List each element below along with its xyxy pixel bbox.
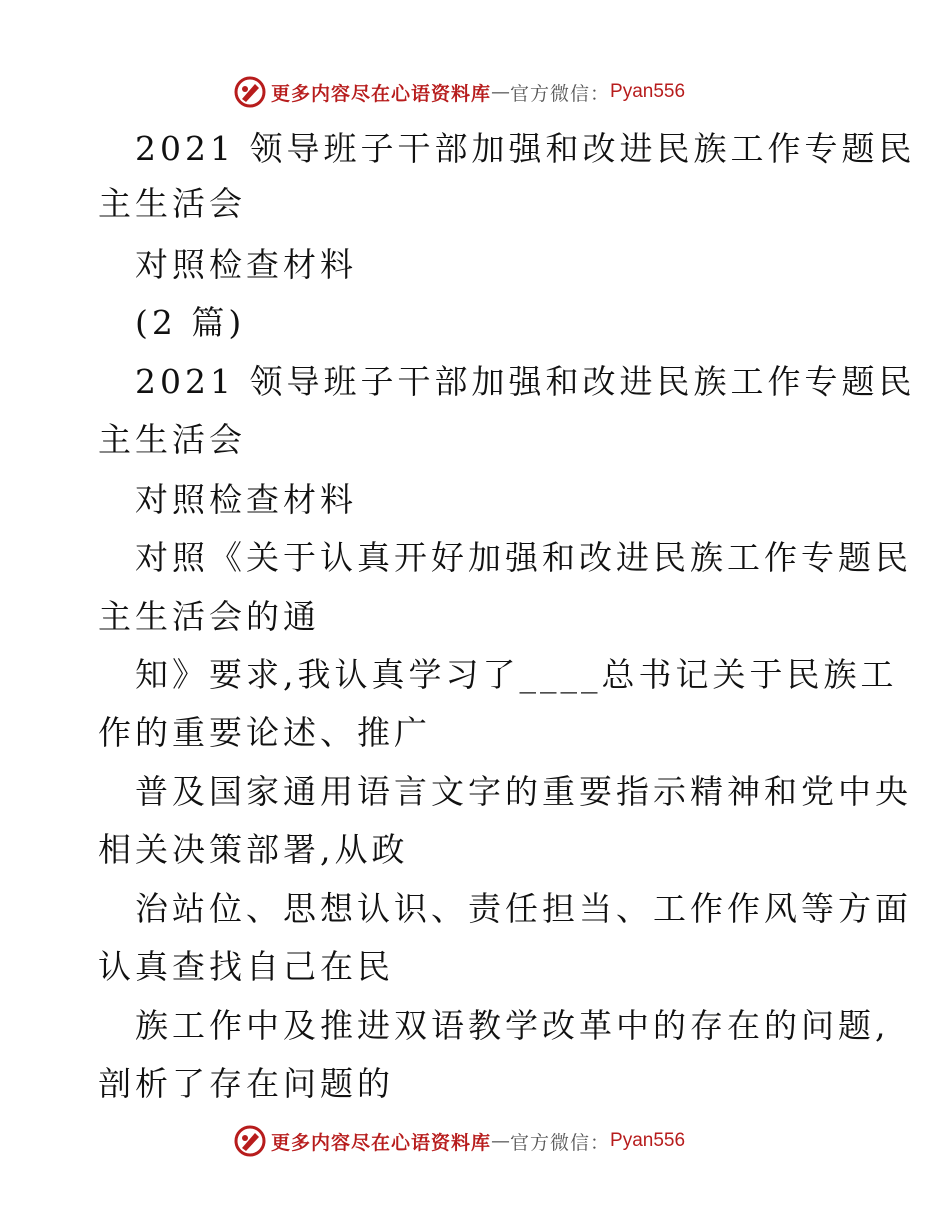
pen-logo-icon [233,75,267,109]
text-line: 对照检查材料 [135,245,357,284]
text-line: 主生活会 [98,184,246,223]
text-line: 普及国家通用语言文字的重要指示精神和党中央 [135,772,912,811]
text-line: 作的重要论述、推广 [98,713,431,752]
header-watermark [0,72,950,112]
footer-watermark [0,1121,950,1161]
text-line: 族工作中及推进双语教学改革中的存在的问题, [135,1006,890,1045]
pen-logo-icon [233,1124,267,1158]
text-line: 主生活会 [98,420,246,459]
watermark-wechat-id: Pyan556 [610,81,686,102]
text-line: 相关决策部署,从政 [98,830,409,869]
text-line: 对照《关于认真开好加强和改进民族工作专题民 [135,538,912,577]
watermark-dash: — [491,81,511,103]
watermark-dash: — [491,1130,511,1152]
watermark-wechat-label: 官方微信： [510,1131,611,1154]
text-line: 2021 领导班子干部加强和改进民族工作专题民 [135,129,916,168]
watermark-text: 更多内容尽在心语资料库 [271,82,492,105]
text-line: 对照检查材料 [135,480,357,519]
watermark-wechat-id: Pyan556 [610,1130,686,1151]
text-line: 治站位、思想认识、责任担当、工作作风等方面 [135,889,912,928]
text-line: 知》要求,我认真学习了____总书记关于民族工 [135,655,898,694]
text-line: 认真查找自己在民 [98,947,394,986]
text-line: 剖析了存在问题的 [98,1064,394,1103]
watermark-text: 更多内容尽在心语资料库 [271,1131,492,1154]
text-line: 2021 领导班子干部加强和改进民族工作专题民 [135,362,916,401]
watermark-wechat-label: 官方微信： [510,82,611,105]
text-line: 主生活会的通 [98,597,320,636]
text-line: (2 篇) [135,303,246,342]
